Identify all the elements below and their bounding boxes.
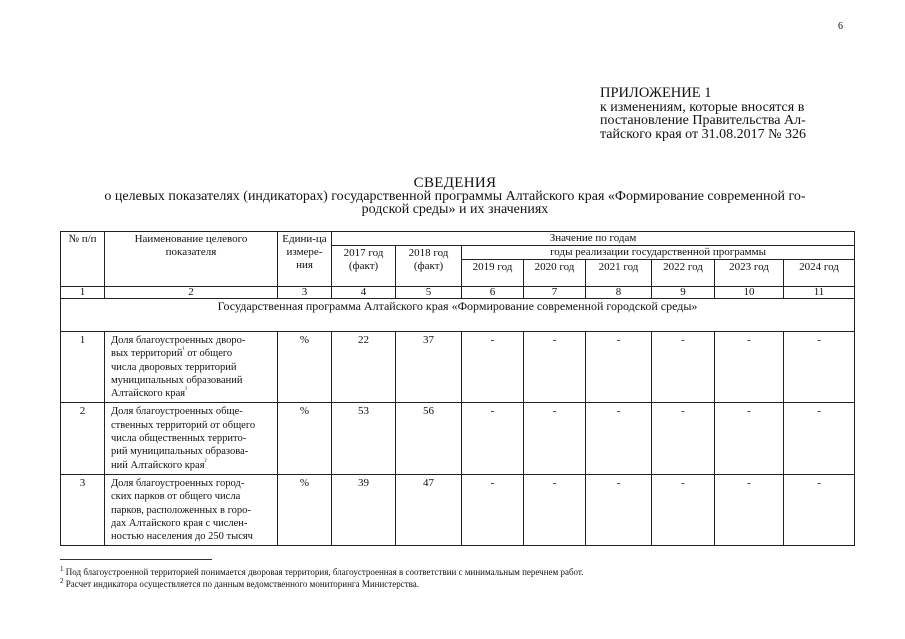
value-2017: 22: [332, 332, 396, 403]
row-number: 2: [61, 403, 105, 474]
planned-value: -: [462, 474, 524, 545]
column-number: 9: [652, 287, 715, 299]
header-year: 2023 год: [715, 260, 784, 287]
column-number: 3: [278, 287, 332, 299]
column-number: 5: [396, 287, 462, 299]
appendix-label: ПРИЛОЖЕНИЕ 1: [600, 85, 712, 101]
appendix-line: постановление Правительства Ал-: [600, 113, 806, 128]
value-2017: 53: [332, 403, 396, 474]
header-values-by-year: Значение по годам: [332, 232, 855, 246]
row-number: 3: [61, 474, 105, 545]
unit-cell: %: [278, 474, 332, 545]
planned-value: -: [586, 474, 652, 545]
appendix-line: тайского края от 31.08.2017 № 326: [600, 126, 806, 142]
header-year: 2021 год: [586, 260, 652, 287]
table-row: [61, 474, 855, 545]
header-unit: Едини-ца измере-ния: [278, 232, 332, 287]
column-number: 1: [61, 287, 105, 299]
table-row: [61, 403, 855, 474]
unit-cell: %: [278, 332, 332, 403]
column-number: 2: [105, 287, 278, 299]
planned-value: -: [784, 474, 855, 545]
planned-value: -: [715, 403, 784, 474]
table-row: [61, 332, 855, 403]
column-number: 7: [524, 287, 586, 299]
header-name: Наименование целевого показателя: [105, 232, 278, 287]
document-title: СВЕДЕНИЯ: [413, 175, 497, 191]
column-number: 8: [586, 287, 652, 299]
planned-value: -: [462, 403, 524, 474]
program-title: Государственная программа Алтайского края «Формирование современной городской среды»: [61, 299, 855, 332]
title-block: [60, 177, 850, 216]
planned-value: -: [524, 403, 586, 474]
value-2018: 56: [396, 403, 462, 474]
header-2017: 2017 год (факт): [332, 246, 396, 287]
header-year: 2019 год: [462, 260, 524, 287]
value-2018: 37: [396, 332, 462, 403]
program-row: [61, 299, 855, 332]
planned-value: -: [652, 403, 715, 474]
header-2018: 2018 год (факт): [396, 246, 462, 287]
planned-value: -: [784, 403, 855, 474]
indicator-name: Доля благоустроенных город- ских парков от общего числа парков, расположенных в горо- дах Алтайского края с числен- ностью населения до 250 тысяч: [105, 474, 278, 545]
indicator-name: Доля благоустроенных дворо- вых территорий$^{^1}$ от общего числа дворовых территорий муниципальных образований Алтайского края$^{^2}$: [105, 332, 278, 403]
header-year: 2022 год: [652, 260, 715, 287]
footnotes: [60, 567, 860, 590]
indicator-name: Доля благоустроенных обще- ственных территорий от общего числа общественных террито- рий муниципальных образова- ний Алтайского края$^{^2}$: [105, 403, 278, 474]
footnote-divider: [60, 559, 212, 560]
value-2018: 47: [396, 474, 462, 545]
appendix-line: к изменениям, которые вносятся в: [600, 99, 805, 115]
planned-value: -: [524, 474, 586, 545]
appendix-block: [600, 87, 850, 141]
planned-value: -: [462, 332, 524, 403]
column-number: 4: [332, 287, 396, 299]
column-number: 10: [715, 287, 784, 299]
document-subtitle: родской среды» и их значениях: [361, 202, 549, 217]
page-number: 6: [838, 21, 843, 32]
planned-value: -: [784, 332, 855, 403]
column-number-row: [61, 287, 855, 299]
planned-value: -: [652, 474, 715, 545]
header-row: [61, 232, 855, 246]
planned-value: -: [715, 332, 784, 403]
column-number: 6: [462, 287, 524, 299]
header-year: 2020 год: [524, 260, 586, 287]
document-subtitle: о целевых показателях (индикаторах) государственной программы Алтайского края «Формирование современной го-: [104, 189, 806, 204]
header-num: № п/п: [61, 232, 105, 287]
footnote: $^1$ Под благоустроенной территорией понимается дворовая территория, благоустроенная в соответствии с минимальным перечнем работ.: [60, 565, 584, 577]
column-number: 11: [784, 287, 855, 299]
planned-value: -: [586, 403, 652, 474]
value-2017: 39: [332, 474, 396, 545]
planned-value: -: [524, 332, 586, 403]
planned-value: -: [715, 474, 784, 545]
unit-cell: %: [278, 403, 332, 474]
planned-value: -: [652, 332, 715, 403]
footnote: $^2$ Расчет индикатора осуществляется по данным ведомственного мониторинга Министерства.: [60, 576, 420, 589]
planned-value: -: [586, 332, 652, 403]
row-number: 1: [61, 332, 105, 403]
indicators-table: [60, 231, 855, 546]
header-year: 2024 год: [784, 260, 855, 287]
header-program-years: годы реализации государственной программы: [462, 246, 855, 260]
